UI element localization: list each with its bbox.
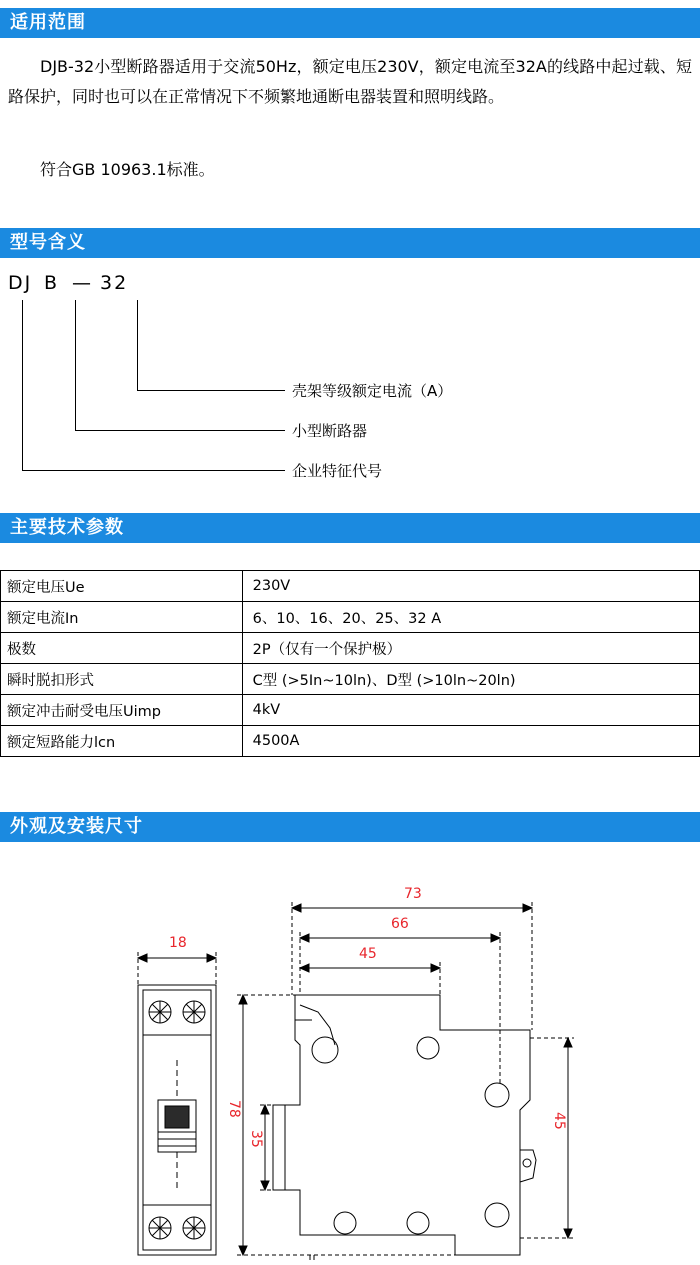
dimension-label-45-right: 45 bbox=[551, 1112, 567, 1130]
model-code-part-dash: — bbox=[72, 272, 93, 294]
spec-name: 额定电流In bbox=[1, 602, 243, 633]
model-code-part-b: B bbox=[44, 272, 60, 294]
leader-line-vertical-1 bbox=[137, 300, 138, 390]
dimension-label-78: 78 bbox=[226, 1100, 242, 1118]
leader-line-horizontal-3 bbox=[22, 470, 285, 471]
model-code-part-32: 32 bbox=[100, 272, 129, 294]
spec-name: 额定短路能力lcn bbox=[1, 726, 243, 757]
model-label-company-code: 企业特征代号 bbox=[292, 462, 383, 480]
section-header-scope: 适用范围 bbox=[0, 8, 700, 38]
table-row bbox=[1, 633, 700, 664]
table-row bbox=[1, 695, 700, 726]
technical-drawing-svg bbox=[0, 860, 700, 1260]
table-row bbox=[1, 602, 700, 633]
table-row bbox=[1, 726, 700, 757]
model-label-rated-current: 壳架等级额定电流（A） bbox=[292, 382, 453, 400]
model-label-mcb: 小型断路器 bbox=[292, 422, 368, 440]
spec-value: 6、10、16、20、25、32 A bbox=[242, 602, 699, 633]
dimension-label-73: 73 bbox=[404, 886, 422, 902]
section-header-main-specs: 主要技术参数 bbox=[0, 513, 700, 543]
dimension-label-45-top: 45 bbox=[359, 946, 377, 962]
table-row bbox=[1, 571, 700, 602]
scope-paragraph-2: 符合GB 10963.1标准。 bbox=[40, 160, 215, 179]
dimension-label-18: 18 bbox=[169, 935, 187, 951]
spec-value: 4kV bbox=[242, 695, 699, 726]
spec-value: C型 (>5In~10ln)、D型 (>10ln~20ln) bbox=[242, 664, 699, 695]
spec-name: 额定冲击耐受电压Uimp bbox=[1, 695, 243, 726]
spec-name: 瞬时脱扣形式 bbox=[1, 664, 243, 695]
dimension-label-66: 66 bbox=[391, 916, 409, 932]
dimension-label-35: 35 bbox=[248, 1130, 264, 1148]
spec-name: 额定电压Ue bbox=[1, 571, 243, 602]
section-header-model-meaning: 型号含义 bbox=[0, 228, 700, 258]
table-row bbox=[1, 664, 700, 695]
section-header-dimensions: 外观及安装尺寸 bbox=[0, 812, 700, 842]
spec-value: 2P（仅有一个保护极） bbox=[242, 633, 699, 664]
outline-and-mounting-dimensions-drawing bbox=[0, 860, 700, 1260]
model-code-diagram bbox=[0, 262, 700, 507]
scope-paragraph-1: DJB-32小型断路器适用于交流50Hz，额定电压230V，额定电流至32A的线路中起过载、短路保护，同时也可以在正常情况下不频繁地通断电器装置和照明线路。 bbox=[8, 57, 692, 106]
leader-line-horizontal-2 bbox=[75, 430, 285, 431]
leader-line-horizontal-1 bbox=[137, 390, 285, 391]
leader-line-vertical-2 bbox=[75, 300, 76, 430]
spec-value: 4500A bbox=[242, 726, 699, 757]
model-code-part-dj: DJ bbox=[8, 272, 33, 294]
spec-name: 极数 bbox=[1, 633, 243, 664]
model-code-text bbox=[8, 272, 136, 294]
leader-line-vertical-3 bbox=[22, 300, 23, 470]
specifications-table bbox=[0, 570, 700, 757]
spec-value: 230V bbox=[242, 571, 699, 602]
